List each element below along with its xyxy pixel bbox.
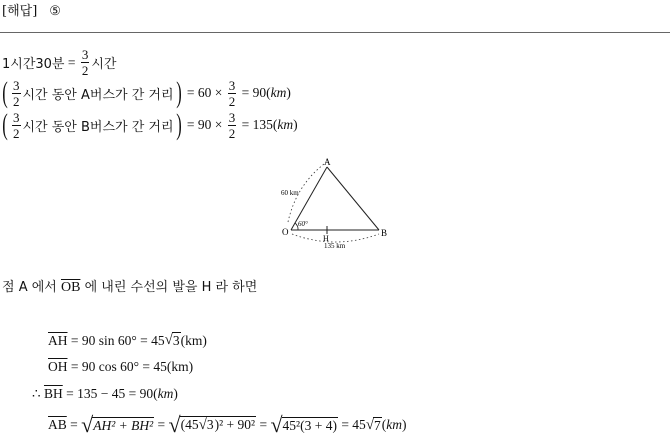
right-paren: ) <box>175 76 182 109</box>
frac-numerator: 3 <box>81 47 89 62</box>
radicand-part: (45 <box>180 417 199 432</box>
bh-rhs: = 135 − 45 = 90( <box>66 386 158 401</box>
unit-km: km <box>386 417 403 432</box>
answer-header <box>2 0 61 19</box>
unit-km: km <box>270 85 287 100</box>
radicand: 3 <box>172 333 180 348</box>
ah-rhs: = 90 sin 60° = 45 <box>70 332 165 348</box>
ab-equation <box>48 414 407 436</box>
radical-sign: √ <box>198 417 207 433</box>
inner-radicand: 3 <box>206 417 214 432</box>
open-paren: ( <box>381 417 387 432</box>
oa-length-label: 60 km <box>281 189 299 197</box>
header-divider <box>0 32 670 33</box>
bus-a-rhs1: = 60 × <box>186 85 223 100</box>
fraction-three-halves <box>12 79 21 108</box>
frac-numerator: 3 <box>13 109 20 125</box>
bus-a-rhs2: = 90( <box>241 85 271 100</box>
fraction-three-halves <box>228 79 237 108</box>
ob-length-brace <box>292 234 379 242</box>
frac-denominator: 2 <box>13 93 20 109</box>
side-AB <box>327 167 379 230</box>
bus-a-distance-line <box>0 78 291 108</box>
bus-b-rhs1: = 90 × <box>186 117 223 132</box>
fraction-three-halves <box>81 48 90 77</box>
ab-result: = 45 <box>341 417 366 432</box>
foot-H-label: H <box>323 234 329 243</box>
segment-OH: $\overline{OH}$ <box>48 359 68 374</box>
left-paren: ( <box>2 108 8 141</box>
radical-sign: √ <box>164 332 173 348</box>
fraction-three-halves <box>12 111 21 140</box>
frac-denominator: 2 <box>228 125 236 141</box>
triangle-diagram <box>278 156 398 252</box>
segment-AH: $\overline{AH}$ <box>48 332 68 348</box>
bh-equation <box>32 386 178 402</box>
radicand-sum-squares: AH² + BH² <box>93 417 154 433</box>
answer-label: [해답] <box>2 4 38 19</box>
frac-denominator: 2 <box>228 93 236 109</box>
segment-BH: $\overline{BH}$ <box>43 386 63 401</box>
perpendicular-sentence <box>2 276 257 296</box>
radical-sign: √ <box>365 416 375 433</box>
radicand-factored: 45²(3 + 4) <box>282 417 337 433</box>
equals-sign: = <box>259 417 268 432</box>
sentence-post: 에 내린 수선의 발을 H 라 하면 <box>84 280 258 295</box>
bus-b-rhs2: = 135( <box>241 117 278 132</box>
ah-unit: (km) <box>180 332 207 348</box>
frac-denominator: 2 <box>81 63 89 78</box>
bus-b-distance-line <box>0 110 298 140</box>
answer-choice: ⑤ <box>49 4 61 19</box>
right-paren: ) <box>175 108 182 141</box>
time-lhs: 1시간30분 <box>2 57 65 72</box>
close-paren: ) <box>173 386 178 401</box>
bus-a-text: 시간 동안 A버스가 간 거리 <box>22 87 174 103</box>
vertex-B-label: B <box>381 228 388 238</box>
fraction-three-halves <box>228 111 237 140</box>
ah-equation <box>48 332 207 349</box>
vertex-A-label: A <box>324 157 331 167</box>
radical-sign: √ <box>270 412 283 437</box>
time-unit: 시간 <box>91 57 117 72</box>
close-paren: ) <box>402 417 407 432</box>
segment-AB: $\overline{AB}$ <box>48 417 67 432</box>
oh-rhs: = 90 cos 60° = 45(km) <box>70 359 194 374</box>
unit-km: km <box>277 117 294 132</box>
segment-OB: $\overline{OB}$ <box>60 280 81 295</box>
frac-denominator: 2 <box>13 125 20 141</box>
frac-numerator: 3 <box>13 77 20 93</box>
equals-sign: = <box>157 417 166 432</box>
oh-equation <box>48 359 193 375</box>
close-paren: ) <box>286 85 291 100</box>
equals-sign: = <box>70 417 78 432</box>
time-conversion-line <box>2 48 117 77</box>
frac-numerator: 3 <box>228 109 236 125</box>
equals-sign: = <box>67 54 76 70</box>
sentence-pre: 점 A 에서 <box>2 280 57 295</box>
close-paren: ) <box>293 117 298 132</box>
therefore-sign: ∴ <box>32 386 41 401</box>
radicand-expanded <box>180 416 256 434</box>
vertex-O-label: O <box>282 227 289 237</box>
radical-sign: √ <box>168 412 181 437</box>
frac-numerator: 3 <box>228 77 236 93</box>
radical-sign: √ <box>81 412 94 437</box>
left-paren: ( <box>2 76 8 109</box>
angle-label: 60° <box>298 220 308 228</box>
unit-km: km <box>157 386 174 401</box>
bus-b-text: 시간 동안 B버스가 간 거리 <box>22 119 174 135</box>
radicand-seven: 7 <box>374 417 381 433</box>
ob-length-label: 135 km <box>324 242 346 250</box>
radicand-part: )² + 90² <box>214 417 256 432</box>
